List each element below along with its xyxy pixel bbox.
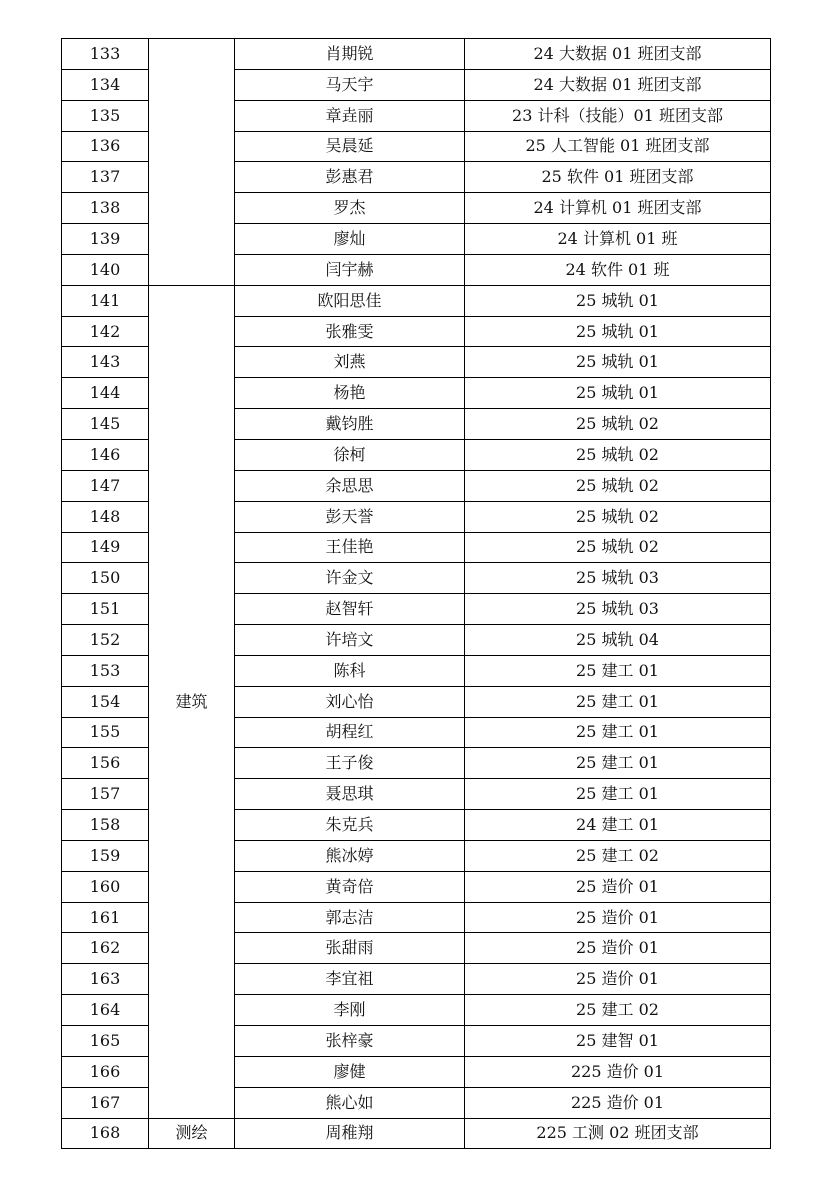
class-name: 25 建工 01 bbox=[465, 655, 771, 686]
roster-table bbox=[61, 38, 771, 1149]
row-number: 133 bbox=[62, 39, 149, 70]
student-name: 刘心怡 bbox=[235, 686, 465, 717]
row-number: 135 bbox=[62, 100, 149, 131]
class-name: 225 工测 02 班团支部 bbox=[465, 1118, 771, 1149]
class-name: 25 城轨 01 bbox=[465, 285, 771, 316]
student-name: 吴晨延 bbox=[235, 131, 465, 162]
student-name: 熊心如 bbox=[235, 1087, 465, 1118]
table-row bbox=[62, 1118, 771, 1149]
student-name: 张雅雯 bbox=[235, 316, 465, 347]
student-name: 余思思 bbox=[235, 470, 465, 501]
row-number: 168 bbox=[62, 1118, 149, 1149]
student-name: 杨艳 bbox=[235, 378, 465, 409]
row-number: 150 bbox=[62, 563, 149, 594]
row-number: 151 bbox=[62, 594, 149, 625]
class-name: 25 城轨 02 bbox=[465, 409, 771, 440]
class-name: 24 计算机 01 班团支部 bbox=[465, 193, 771, 224]
class-name: 25 软件 01 班团支部 bbox=[465, 162, 771, 193]
class-name: 25 城轨 03 bbox=[465, 594, 771, 625]
student-name: 刘燕 bbox=[235, 347, 465, 378]
row-number: 147 bbox=[62, 470, 149, 501]
student-name: 戴钧胜 bbox=[235, 409, 465, 440]
student-name: 周稚翔 bbox=[235, 1118, 465, 1149]
class-name: 25 造价 01 bbox=[465, 871, 771, 902]
row-number: 141 bbox=[62, 285, 149, 316]
class-name: 25 城轨 02 bbox=[465, 532, 771, 563]
row-number: 160 bbox=[62, 871, 149, 902]
row-number: 149 bbox=[62, 532, 149, 563]
class-name: 25 造价 01 bbox=[465, 964, 771, 995]
row-number: 163 bbox=[62, 964, 149, 995]
student-name: 胡程红 bbox=[235, 717, 465, 748]
class-name: 25 建工 01 bbox=[465, 717, 771, 748]
class-name: 25 城轨 03 bbox=[465, 563, 771, 594]
row-number: 164 bbox=[62, 995, 149, 1026]
class-name: 25 城轨 01 bbox=[465, 347, 771, 378]
class-name: 25 造价 01 bbox=[465, 902, 771, 933]
class-name: 25 建工 02 bbox=[465, 840, 771, 871]
row-number: 148 bbox=[62, 501, 149, 532]
class-name: 25 建工 01 bbox=[465, 748, 771, 779]
row-number: 146 bbox=[62, 439, 149, 470]
student-name: 王子俊 bbox=[235, 748, 465, 779]
class-name: 225 造价 01 bbox=[465, 1056, 771, 1087]
class-name: 25 建工 01 bbox=[465, 779, 771, 810]
table-row bbox=[62, 39, 771, 70]
row-number: 138 bbox=[62, 193, 149, 224]
student-name: 闫宇赫 bbox=[235, 254, 465, 285]
student-name: 徐柯 bbox=[235, 439, 465, 470]
row-number: 152 bbox=[62, 625, 149, 656]
class-name: 25 造价 01 bbox=[465, 933, 771, 964]
student-name: 彭惠君 bbox=[235, 162, 465, 193]
row-number: 161 bbox=[62, 902, 149, 933]
student-name: 张甜雨 bbox=[235, 933, 465, 964]
class-name: 25 城轨 02 bbox=[465, 470, 771, 501]
roster-body bbox=[62, 39, 771, 1149]
student-name: 朱克兵 bbox=[235, 810, 465, 841]
student-name: 章垚丽 bbox=[235, 100, 465, 131]
student-name: 许培文 bbox=[235, 625, 465, 656]
class-name: 225 造价 01 bbox=[465, 1087, 771, 1118]
department-cell: 建筑 bbox=[149, 285, 235, 1118]
row-number: 153 bbox=[62, 655, 149, 686]
row-number: 142 bbox=[62, 316, 149, 347]
row-number: 145 bbox=[62, 409, 149, 440]
class-name: 24 软件 01 班 bbox=[465, 254, 771, 285]
class-name: 24 大数据 01 班团支部 bbox=[465, 39, 771, 70]
row-number: 143 bbox=[62, 347, 149, 378]
student-name: 黄奇倍 bbox=[235, 871, 465, 902]
student-name: 聂思琪 bbox=[235, 779, 465, 810]
row-number: 156 bbox=[62, 748, 149, 779]
class-name: 24 大数据 01 班团支部 bbox=[465, 69, 771, 100]
row-number: 159 bbox=[62, 840, 149, 871]
class-name: 25 城轨 01 bbox=[465, 316, 771, 347]
student-name: 李刚 bbox=[235, 995, 465, 1026]
class-name: 25 城轨 02 bbox=[465, 501, 771, 532]
class-name: 25 城轨 01 bbox=[465, 378, 771, 409]
student-name: 彭天誉 bbox=[235, 501, 465, 532]
class-name: 25 建智 01 bbox=[465, 1026, 771, 1057]
student-name: 张梓豪 bbox=[235, 1026, 465, 1057]
row-number: 166 bbox=[62, 1056, 149, 1087]
row-number: 139 bbox=[62, 224, 149, 255]
student-name: 赵智轩 bbox=[235, 594, 465, 625]
row-number: 136 bbox=[62, 131, 149, 162]
class-name: 24 计算机 01 班 bbox=[465, 224, 771, 255]
class-name: 23 计科（技能）01 班团支部 bbox=[465, 100, 771, 131]
student-name: 罗杰 bbox=[235, 193, 465, 224]
row-number: 167 bbox=[62, 1087, 149, 1118]
row-number: 165 bbox=[62, 1026, 149, 1057]
row-number: 137 bbox=[62, 162, 149, 193]
row-number: 154 bbox=[62, 686, 149, 717]
table-row bbox=[62, 285, 771, 316]
class-name: 24 建工 01 bbox=[465, 810, 771, 841]
row-number: 157 bbox=[62, 779, 149, 810]
class-name: 25 人工智能 01 班团支部 bbox=[465, 131, 771, 162]
student-name: 李宜祖 bbox=[235, 964, 465, 995]
student-name: 王佳艳 bbox=[235, 532, 465, 563]
class-name: 25 建工 02 bbox=[465, 995, 771, 1026]
department-cell bbox=[149, 39, 235, 286]
class-name: 25 建工 01 bbox=[465, 686, 771, 717]
student-name: 肖期锐 bbox=[235, 39, 465, 70]
student-name: 廖灿 bbox=[235, 224, 465, 255]
row-number: 158 bbox=[62, 810, 149, 841]
student-name: 许金文 bbox=[235, 563, 465, 594]
row-number: 140 bbox=[62, 254, 149, 285]
student-name: 郭志洁 bbox=[235, 902, 465, 933]
row-number: 155 bbox=[62, 717, 149, 748]
student-name: 欧阳思佳 bbox=[235, 285, 465, 316]
class-name: 25 城轨 02 bbox=[465, 439, 771, 470]
student-name: 熊冰婷 bbox=[235, 840, 465, 871]
student-name: 陈科 bbox=[235, 655, 465, 686]
row-number: 162 bbox=[62, 933, 149, 964]
row-number: 134 bbox=[62, 69, 149, 100]
class-name: 25 城轨 04 bbox=[465, 625, 771, 656]
department-cell: 测绘 bbox=[149, 1118, 235, 1149]
row-number: 144 bbox=[62, 378, 149, 409]
student-name: 马天宇 bbox=[235, 69, 465, 100]
student-name: 廖健 bbox=[235, 1056, 465, 1087]
